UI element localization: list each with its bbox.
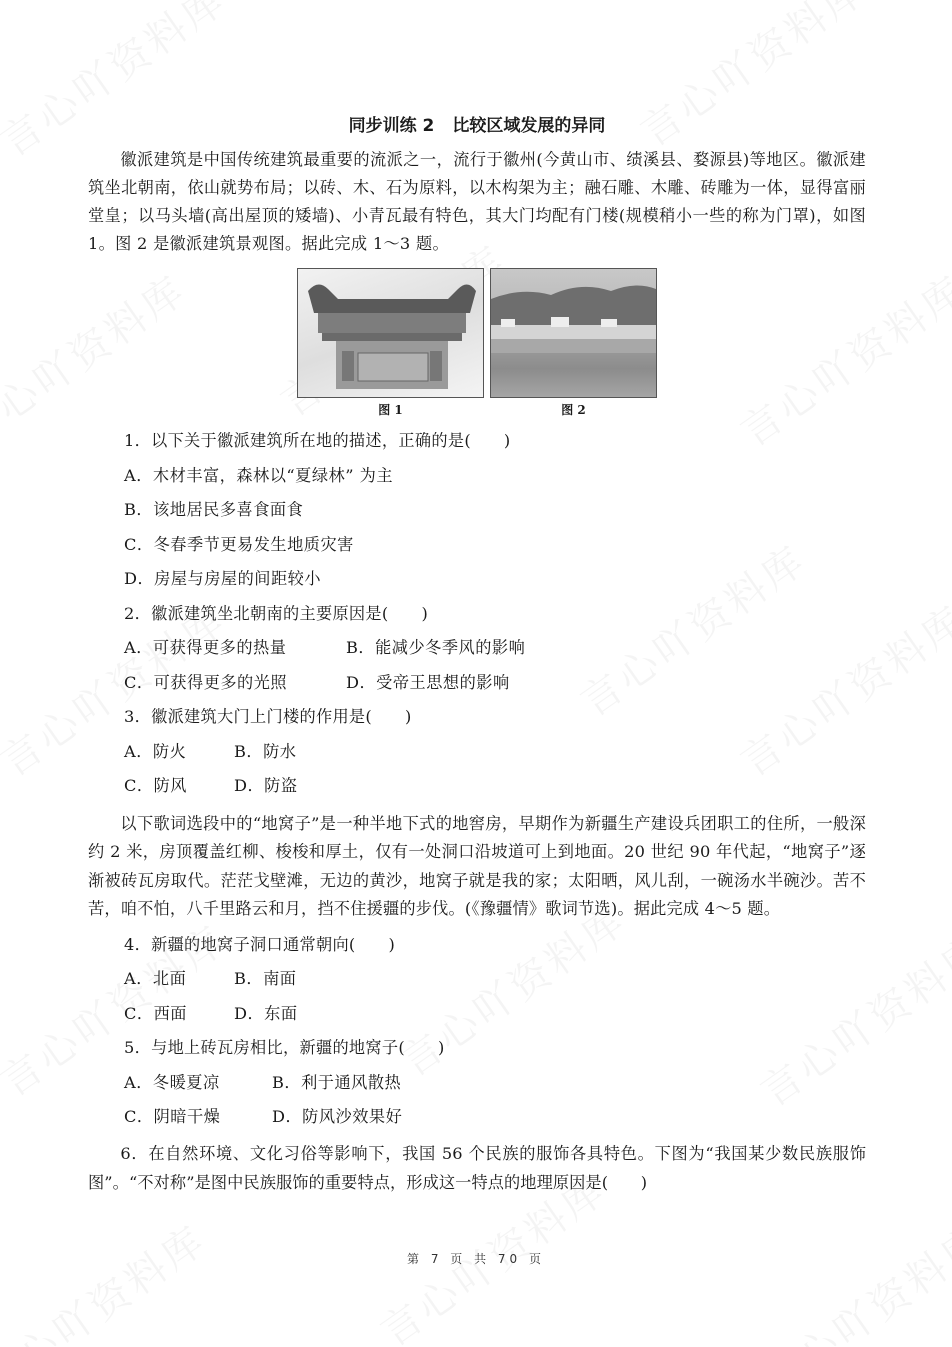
village-landscape-image <box>490 268 657 398</box>
question-3-option-c: C．防风 <box>124 776 187 795</box>
question-3-option-d: D．防盗 <box>234 776 298 795</box>
figure-caption: 图 2 <box>561 403 586 417</box>
document-page <box>88 112 866 1197</box>
question-4-stem: 4．新疆的地窝子洞口通常朝向( ) <box>124 934 396 954</box>
intro-paragraph-1: 徽派建筑是中国传统建筑最重要的流派之一，流行于徽州(今黄山市、绩溪县、婺源县)等地区。徽派建筑坐北朝南，依山就势布局；以砖、木、石为原料，以木构架为主；融石雕、木雕、砖雕为一体，显得富丽堂皇；以马头墙(高出屋顶的矮墙)、小青瓦最有特色，其大门均配有门楼(规模稍小一些的称为门罩)，如图 1。图 2 是徽派建筑景观图。据此完成 1～3 题。 <box>88 150 866 253</box>
question-5-options-ab <box>88 1066 866 1101</box>
question-3-stem: 3．徽派建筑大门上门楼的作用是( ) <box>124 707 412 726</box>
intro-paragraph-2: 以下歌词选段中的“地窝子”是一种半地下式的地窖房，早期作为新疆生产建设兵团职工的住所，一般深约 2 米，房顶覆盖红柳、梭梭和厚土，仅有一处洞口沿坡道可上到地面。20 世纪 90 年代起，“地窝子”逐渐被砖瓦房取代。茫茫戈壁滩，无边的黄沙，地窝子就是我的家；太阳晒，风儿刮，一碗汤水半碗沙。苦不苦，咱不怕，八千里路云和月，挡不住援疆的步伐。(《豫疆情》歌词节选)。据此完成 4～5 题。 <box>88 813 866 918</box>
figure-2 <box>490 268 657 418</box>
figure-1 <box>297 268 484 418</box>
question-3-option-a: A．防火 <box>124 741 187 761</box>
question-2-option-a: A．可获得更多的热量 <box>124 638 287 657</box>
question-5-option-c: C．阴暗干燥 <box>124 1107 221 1126</box>
question-1-option-b: B．该地居民多喜食面食 <box>124 500 304 519</box>
figure-row <box>88 268 866 418</box>
figure-caption: 图 1 <box>378 403 403 417</box>
question-2-option-c: C．可获得更多的光照 <box>124 672 288 692</box>
question-2-option-b: B．能减少冬季风的影响 <box>346 638 526 657</box>
question-5-stem: 5．与地上砖瓦房相比，新疆的地窝子( ) <box>124 1038 445 1057</box>
watermark <box>0 1209 216 1347</box>
question-5-option-b: B．利于通风散热 <box>272 1072 402 1092</box>
question-1-option-d: D．房屋与房屋的间距较小 <box>124 569 322 588</box>
question-2-option-d: D．受帝王思想的影响 <box>346 672 510 692</box>
question-4-option-a: A．北面 <box>124 969 187 988</box>
question-4-option-d: D．东面 <box>234 1003 298 1023</box>
page-title <box>88 112 866 140</box>
question-4-options-ab <box>88 962 866 997</box>
question-3-options-ab <box>88 735 866 770</box>
question-4-option-b: B．南面 <box>234 969 297 988</box>
page-footer: 第 7 页 共 70 页 <box>407 1252 545 1266</box>
question-1-option-c: C．冬春季节更易发生地质灾害 <box>124 534 354 554</box>
question-3-options-cd <box>88 769 866 804</box>
question-5-option-d: D．防风沙效果好 <box>272 1107 403 1126</box>
question-2-stem: 2．徽派建筑坐北朝南的主要原因是( ) <box>124 603 429 623</box>
question-2-options-ab <box>88 631 866 666</box>
title-part1: 同步训练 2 <box>348 116 435 136</box>
question-6-stem: 6．在自然环境、文化习俗等影响下，我国 56 个民族的服饰各具特色。下图为“我国某少数民族服饰图”。“不对称”是图中民族服饰的重要特点，形成这一特点的地理原因是( ) <box>88 1143 866 1192</box>
question-1-option-a: A．木材丰富，森林以“夏绿林” 为主 <box>124 465 394 485</box>
question-3-option-b: B．防水 <box>234 741 297 761</box>
question-5-options-cd <box>88 1100 866 1135</box>
gate-tower-image <box>297 268 484 398</box>
question-4-options-cd <box>88 997 866 1032</box>
watermark <box>748 1209 952 1347</box>
question-5-option-a: A．冬暖夏凉 <box>124 1072 220 1092</box>
question-4-option-c: C．西面 <box>124 1003 187 1023</box>
question-1-stem: 1．以下关于徽派建筑所在地的描述，正确的是( ) <box>124 431 511 450</box>
question-2-options-cd <box>88 666 866 701</box>
title-part2: 比较区域发展的异同 <box>452 116 606 136</box>
